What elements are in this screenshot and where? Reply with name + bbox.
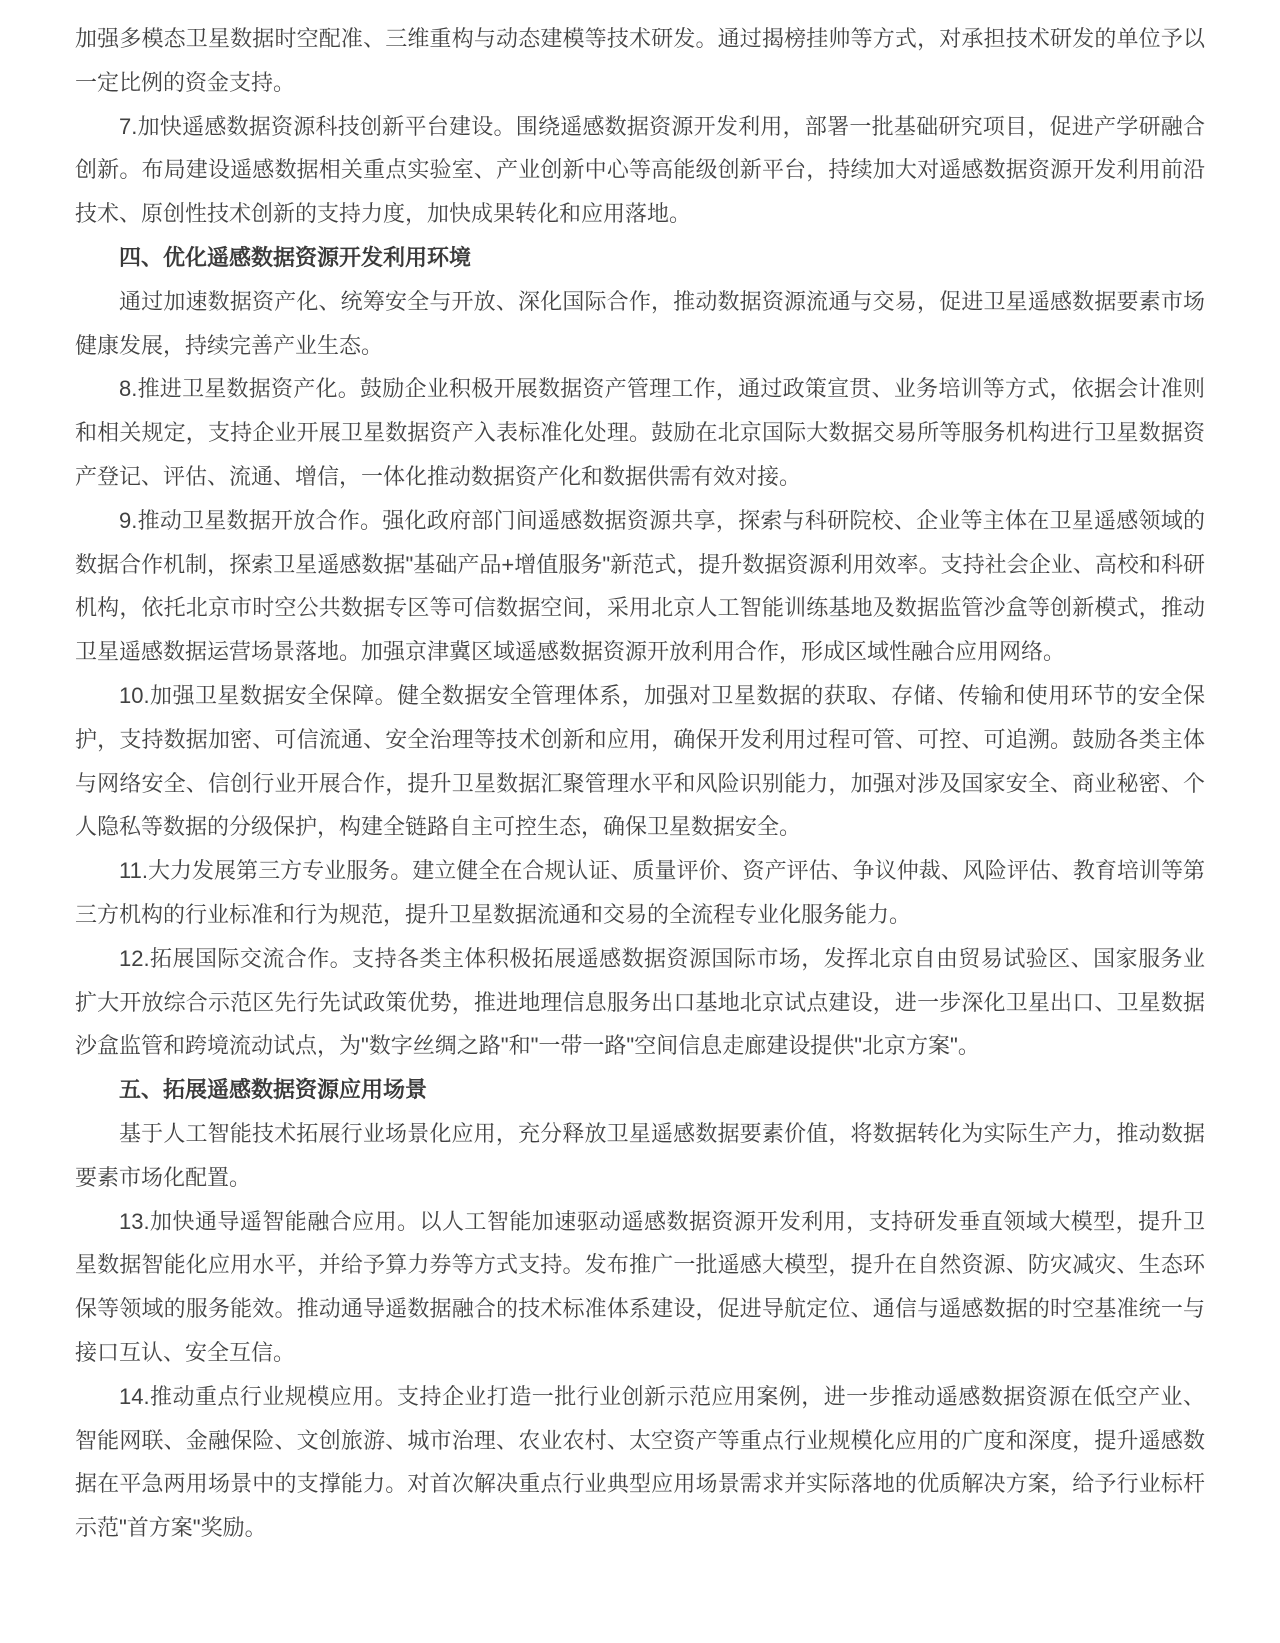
paragraph: 14.推动重点行业规模应用。支持企业打造一批行业创新示范应用案例，进一步推动遥感数据资源在低空产业、智能网联、金融保险、文创旅游、城市治理、农业农村、太空资产等重点行业规模化应用的广度和深度，提升遥感数据在平急两用场景中的支撑能力。对首次解决重点行业典型应用场景需求并实际落地的优质解决方案，给予行业标杆示范"首方案"奖励。 [75,1383,1205,1541]
paragraph: 11.大力发展第三方专业服务。建立健全在合规认证、质量评价、资产评估、争议仲裁、风险评估、教育培训等第三方机构的行业标准和行为规范，提升卫星数据流通和交易的全流程专业化服务能力。 [75,858,1205,927]
paragraph: 12.拓展国际交流合作。支持各类主体积极拓展遥感数据资源国际市场，发挥北京自由贸易试验区、国家服务业扩大开放综合示范区先行先试政策优势，推进地理信息服务出口基地北京试点建设，进一步深化卫星出口、卫星数据沙盒监管和跨境流动试点，为"数字丝绸之路"和"一带一路"空间信息走廊建设提供"北京方案"。 [75,945,1205,1059]
paragraph: 10.加强卫星数据安全保障。健全数据安全管理体系，加强对卫星数据的获取、存储、传输和使用环节的安全保护，支持数据加密、可信流通、安全治理等技术创新和应用，确保开发利用过程可管、可控、可追溯。鼓励各类主体与网络安全、信创行业开展合作，提升卫星数据汇聚管理水平和风险识别能力，加强对涉及国家安全、商业秘密、个人隐私等数据的分级保护，构建全链路自主可控生态，确保卫星数据安全。 [75,682,1205,840]
paragraph: 基于人工智能技术拓展行业场景化应用，充分释放卫星遥感数据要素价值，将数据转化为实际生产力，推动数据要素市场化配置。 [75,1120,1205,1190]
paragraph: 13.加快通导遥智能融合应用。以人工智能加速驱动遥感数据资源开发利用，支持研发垂直领域大模型，提升卫星数据智能化应用水平，并给予算力券等方式支持。发布推广一批遥感大模型，提升在自然资源、防灾减灾、生态环保等领域的服务能效。推动通导遥数据融合的技术标准体系建设，促进导航定位、通信与遥感数据的时空基准统一与接口互认、安全互信。 [75,1208,1205,1365]
paragraph: 8.推进卫星数据资产化。鼓励企业积极开展数据资产管理工作，通过政策宣贯、业务培训等方式，依据会计准则和相关规定，支持企业开展卫星数据资产入表标准化处理。鼓励在北京国际大数据交易所等服务机构进行卫星数据资产登记、评估、流通、增信，一体化推动数据资产化和数据供需有效对接。 [75,376,1205,489]
section-heading: 四、优化遥感数据资源开发利用环境 [119,244,472,270]
section-heading: 五、拓展遥感数据资源应用场景 [119,1077,428,1103]
paragraph: 7.加快遥感数据资源科技创新平台建设。围绕遥感数据资源开发利用，部署一批基础研究项目，促进产学研融合创新。布局建设遥感数据相关重点实验室、产业创新中心等高能级创新平台，持续加大对遥感数据资源开发利用前沿技术、原创性技术创新的支持力度，加快成果转化和应用落地。 [75,113,1205,227]
paragraph: 9.推动卫星数据开放合作。强化政府部门间遥感数据资源共享，探索与科研院校、企业等主体在卫星遥感领域的数据合作机制，探索卫星遥感数据"基础产品+增值服务"新范式，提升数据资源利用效率。支持社会企业、高校和科研机构，依托北京市时空公共数据专区等可信数据空间，采用北京人工智能训练基地及数据监管沙盒等创新模式，推动卫星遥感数据运营场景落地。加强京津冀区域遥感数据资源开放利用合作，形成区域性融合应用网络。 [75,507,1205,665]
paragraph: 通过加速数据资产化、统筹安全与开放、深化国际合作，推动数据资源流通与交易，促进卫星遥感数据要素市场健康发展，持续完善产业生态。 [75,288,1205,358]
paragraph: 加强多模态卫星数据时空配准、三维重构与动态建模等技术研发。通过揭榜挂帅等方式，对承担技术研发的单位予以一定比例的资金支持。 [75,26,1205,95]
